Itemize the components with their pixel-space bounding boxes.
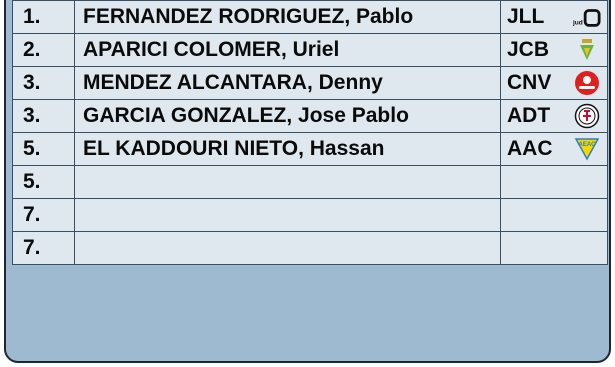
athlete-name-cell: APARICI COLOMER, Uriel [75,34,501,67]
rank-cell: 5. [13,133,75,166]
club-code: JCB [507,38,550,61]
athlete-name-cell: FERNANDEZ RODRIGUEZ, Pablo [75,1,501,34]
red-emblem-icon [573,71,601,95]
club-code: ADT [507,104,551,127]
table-row [13,67,608,100]
rank-cell: 3. [13,100,75,133]
club-code: CNV [507,71,552,94]
athlete-name-cell: EL KADDOURI NIETO, Hassan [75,133,501,166]
rank-cell: 7. [13,232,75,265]
results-board [4,0,611,363]
club-cell [501,232,608,265]
table-row [13,199,608,232]
athlete-name-cell: GARCIA GONZALEZ, Jose Pablo [75,100,501,133]
table-row [13,1,608,34]
club-cell [501,100,608,133]
judo-logo-icon [573,5,601,29]
club-code: JLL [507,5,545,28]
crest-icon [573,38,601,62]
club-cell [501,199,608,232]
rank-cell: 2. [13,34,75,67]
results-table [12,0,608,265]
round-seal-icon [573,104,601,128]
club-code: AAC [507,137,553,160]
rank-cell: 7. [13,199,75,232]
rank-cell: 5. [13,166,75,199]
table-row [13,34,608,67]
club-cell [501,1,608,34]
rank-cell: 1. [13,1,75,34]
athlete-name-cell [75,166,501,199]
table-row [13,166,608,199]
club-cell [501,34,608,67]
aeac-badge-icon [573,137,601,161]
svg-text:jud: jud [573,19,583,27]
athlete-name-cell [75,199,501,232]
athlete-name-cell: MENDEZ ALCANTARA, Denny [75,67,501,100]
rank-cell: 3. [13,67,75,100]
athlete-name-cell [75,232,501,265]
club-cell [501,67,608,100]
table-row [13,133,608,166]
club-cell [501,166,608,199]
table-row [13,232,608,265]
club-cell [501,133,608,166]
svg-text:AEAC: AEAC [578,142,596,148]
table-row [13,100,608,133]
